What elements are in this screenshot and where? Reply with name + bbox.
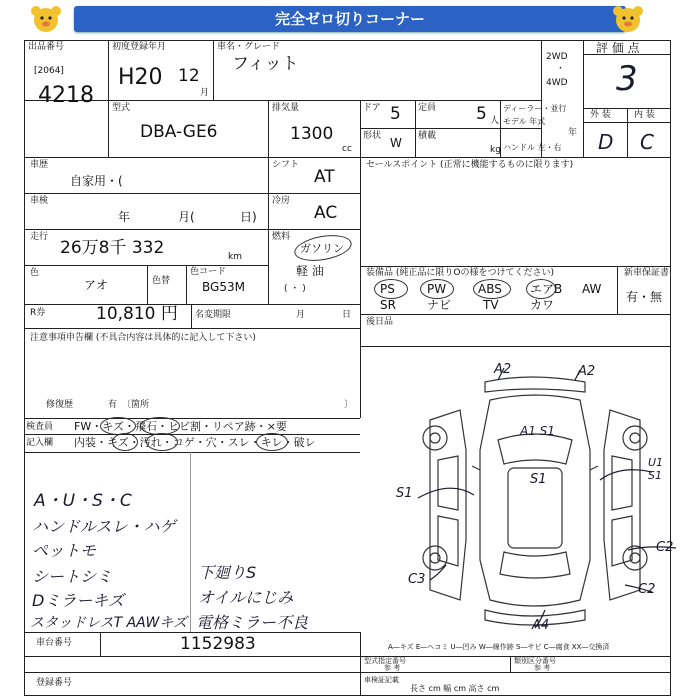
- color-no-label: 色替: [152, 276, 171, 286]
- inspector-items: FW・キズ・飛石・ヒビ割・リペア跡・×要: [74, 420, 287, 433]
- plate-label: 車台番号: [36, 638, 73, 648]
- model-year-unit: 年: [568, 128, 578, 138]
- equip-sr: SR: [380, 298, 396, 312]
- inspect-label: 車検: [30, 196, 49, 206]
- doors-value: 5: [390, 104, 401, 124]
- equipment-label: 装備品 (純正品に限りOの様をつけてください): [366, 268, 554, 278]
- header-banner: [0, 0, 700, 38]
- right-bear-logo: [610, 3, 646, 35]
- name-label: 車名・グレード: [217, 42, 281, 52]
- class-label: 類別区分番号: [514, 657, 556, 665]
- banner-title: 完全ゼロ切りコーナー: [274, 10, 425, 28]
- recycle-value: 10,810 円: [96, 304, 178, 324]
- history-label: 車歴: [30, 160, 49, 170]
- mark-a2-right: A2: [578, 364, 596, 379]
- remark-4-right: 下廻りS: [198, 563, 257, 582]
- equip-pw: PW: [427, 282, 447, 296]
- mark-a4: A4: [532, 618, 550, 633]
- reg-label: 初度登録年月: [112, 42, 167, 52]
- shift-label: シフト: [272, 160, 300, 170]
- name-change-day: 日: [342, 310, 352, 320]
- entry-items: 内装・キズ・汚れ・コゲ・穴・スレ・キレ・破レ: [74, 436, 316, 449]
- circle-kizu: [100, 417, 136, 435]
- lot-sub: [2064]: [34, 66, 64, 76]
- drive-4wd: 4WD: [546, 78, 568, 88]
- mileage-value: 26万8千 332: [60, 238, 165, 258]
- notes-label: 注意事項申告欄 (不具合内容は具体的に記入して下さい): [30, 333, 256, 343]
- circle-kizu-int: [112, 433, 138, 451]
- recycle-label: R券: [30, 308, 46, 318]
- cert-sub: 参 考: [384, 664, 401, 672]
- equip-navi: ナビ: [427, 298, 452, 312]
- mark-a2-left: A2: [494, 362, 512, 377]
- mileage-unit: km: [228, 252, 242, 262]
- equip-airbag: エアB: [530, 282, 563, 296]
- equip-ps: PS: [380, 282, 395, 296]
- fuel-paren: ( ・ ): [284, 284, 306, 294]
- mark-c2-right: C2: [656, 540, 674, 555]
- repair-place: 〔箇所: [122, 400, 150, 410]
- reg-month-unit: 月: [200, 88, 210, 98]
- inspect-day: 日): [240, 210, 257, 224]
- equip-abs: ABS: [478, 282, 502, 296]
- dealer-label: ディーラー・並行: [503, 104, 567, 113]
- remark-6: スタッドレスT AAWキズ: [30, 615, 188, 631]
- mark-s1-left: S1: [396, 486, 413, 501]
- fuel-label: 燃料: [272, 232, 291, 242]
- score-label: 評 価 点: [596, 41, 640, 55]
- load-label: 積載: [418, 131, 437, 141]
- drive-dot: ・: [556, 64, 566, 74]
- disp-unit: cc: [342, 144, 352, 154]
- circle-airbag: [526, 279, 556, 299]
- plate-number: 1152983: [180, 634, 256, 654]
- history-value: 自家用・(: [70, 174, 123, 188]
- repair-label: 修復歴: [46, 400, 74, 410]
- mileage-label: 走行: [30, 232, 49, 242]
- inspect-year: 年: [118, 210, 131, 224]
- int-label: 内 装: [634, 110, 655, 120]
- cap-label: 定員: [418, 103, 437, 113]
- bottom-label: 登録番号: [36, 678, 73, 688]
- equip-leather: カワ: [530, 298, 555, 312]
- ac-value: AC: [314, 203, 338, 223]
- class-sub: 参 考: [534, 664, 551, 672]
- color-value: アオ: [84, 278, 108, 292]
- inspect-month: 月(: [178, 210, 195, 224]
- inspector-label: 検査員: [26, 422, 54, 432]
- model-year-label: モデル 年式: [503, 117, 546, 126]
- cert-label: 型式指定番号: [364, 657, 406, 665]
- repair-value: 有: [108, 400, 118, 410]
- ac-label: 冷房: [272, 196, 291, 206]
- remark-2: ハンドルスレ・ハゲ: [32, 517, 176, 536]
- fuel-diesel: 軽 油: [296, 264, 324, 278]
- fuel-gas: ガソリン: [300, 242, 344, 255]
- mark-a1-s1: A1 S1: [520, 424, 555, 438]
- capacity-value: 5: [476, 104, 487, 124]
- warranty-label: 新車保証書: [624, 268, 670, 278]
- ext-label: 外 装: [590, 110, 611, 120]
- sales-point-label: セールスポイント (正常に機能するものに限ります): [366, 160, 574, 170]
- color-label: 色: [30, 268, 40, 278]
- model-label: 型式: [112, 103, 131, 113]
- later-items-label: 後日品: [366, 317, 394, 327]
- drive-2wd: 2WD: [546, 52, 568, 62]
- equip-aw: AW: [582, 282, 602, 296]
- mark-s1-roof: S1: [530, 472, 547, 487]
- repair-end: 〕: [344, 400, 354, 410]
- circle-ps: [374, 279, 408, 299]
- size-items: 長さ cm 幅 cm 高さ cm: [410, 684, 500, 693]
- name-change-month: 月: [296, 310, 306, 320]
- equip-tv: TV: [483, 298, 499, 312]
- left-bear-logo: [28, 3, 64, 35]
- circle-yogore: [146, 433, 178, 451]
- mark-c2-rear: C2: [638, 582, 656, 597]
- cap-unit: 人: [490, 116, 500, 126]
- remark-3: ペットモ: [32, 541, 97, 560]
- lot-number: 4218: [38, 83, 94, 108]
- reg-era: H20: [118, 65, 163, 90]
- mark-c3: C3: [408, 572, 426, 587]
- int-grade: C: [640, 130, 654, 154]
- entry-label: 記入欄: [26, 438, 54, 448]
- door-label: ドア: [363, 103, 381, 113]
- model-value: DBA-GE6: [140, 122, 218, 142]
- shape-value: W: [390, 136, 402, 150]
- size-label: 車検証記載: [364, 676, 399, 684]
- disp-label: 排気量: [272, 103, 300, 113]
- banner-title-box: [74, 6, 626, 32]
- shift-value: AT: [314, 167, 335, 187]
- color-code: BG53M: [202, 280, 245, 294]
- remark-6-right: 電格ミラー不良: [196, 613, 309, 632]
- score-value: 3: [616, 59, 638, 99]
- load-unit: kg: [490, 145, 501, 155]
- circle-sure: [256, 433, 288, 451]
- mark-u1-s1: U1 S1: [648, 456, 664, 482]
- color-code-label: 色コード: [190, 267, 227, 277]
- damage-legend: A―キズ E―ヘコミ U―凹み W―線作跡 S―サビ C―腐食 XX―交換済: [388, 643, 610, 651]
- remarks-divider: [190, 452, 191, 632]
- circle-pw: [420, 279, 454, 299]
- remark-4: シートシミ: [32, 567, 113, 586]
- handle-label: ハンドル 左・右: [503, 143, 562, 152]
- shape-label: 形状: [363, 131, 382, 141]
- warranty-value: 有・無: [626, 290, 663, 304]
- displacement-value: 1300: [290, 124, 334, 144]
- car-damage-diagram: [390, 360, 680, 645]
- ext-grade: D: [598, 130, 614, 154]
- remark-1: A・U・S・C: [34, 491, 132, 511]
- remark-5-right: オイルにじみ: [198, 588, 294, 607]
- car-name: フィット: [232, 54, 299, 74]
- name-change-label: 名変期限: [195, 310, 232, 320]
- circle-abs: [473, 279, 511, 299]
- reg-month: 12: [178, 66, 200, 86]
- equipment-grid: [360, 279, 617, 314]
- remark-5: Dミラーキズ: [32, 591, 125, 610]
- lot-label: 出品番号: [28, 42, 65, 52]
